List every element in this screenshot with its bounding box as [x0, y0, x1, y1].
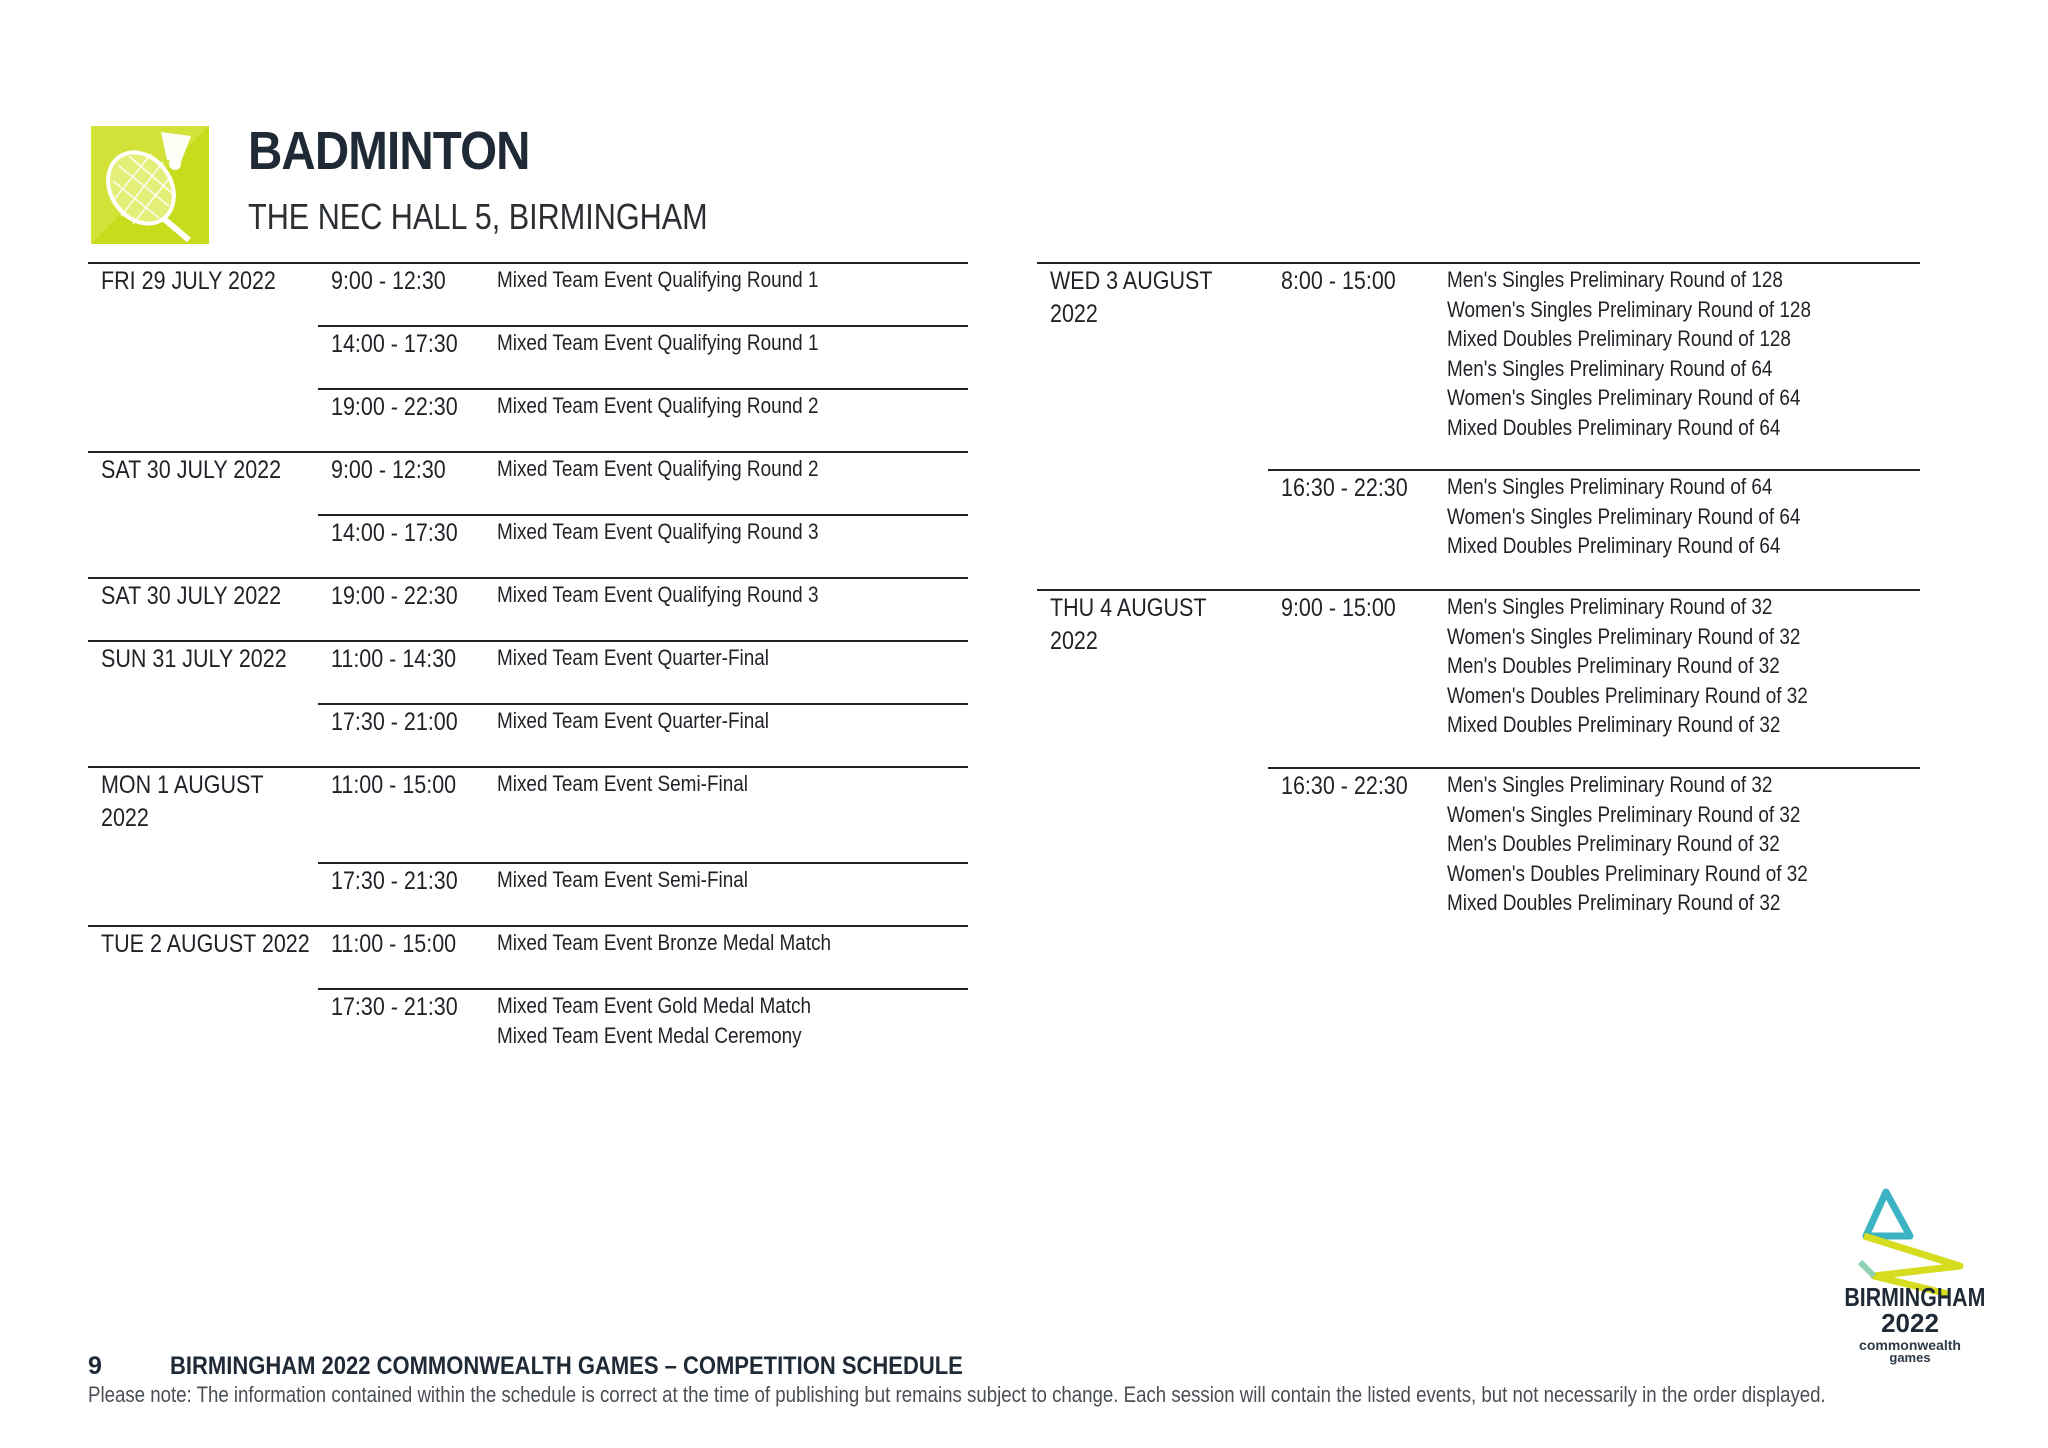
session-time: 9:00 - 12:30	[331, 456, 446, 484]
session-event: Women's Doubles Preliminary Round of 32	[1447, 860, 1808, 886]
table-rule	[88, 577, 968, 579]
session-time: 9:00 - 15:00	[1281, 594, 1396, 622]
session-time: 17:30 - 21:00	[331, 708, 458, 736]
footer-note: Please note: The information contained within the schedule is correct at the time of publishing but remains subject to change. Each session will contain the listed events, but not necessarily in the order displayed.	[88, 1382, 1826, 1407]
session-time: 8:00 - 15:00	[1281, 267, 1396, 295]
table-rule	[318, 514, 968, 516]
session-event: Mixed Doubles Preliminary Round of 32	[1447, 712, 1781, 738]
session-event: Mixed Doubles Preliminary Round of 64	[1447, 415, 1781, 440]
session-event: Mixed Team Event Quarter-Final	[497, 708, 770, 733]
footer-title: BIRMINGHAM 2022 COMMONWEALTH GAMES – COMPETITION SCHEDULE	[170, 1352, 963, 1380]
table-rule	[1268, 469, 1920, 471]
session-time: 14:00 - 17:30	[331, 519, 458, 547]
badminton-icon	[91, 126, 209, 244]
session-time: 14:00 - 17:30	[331, 330, 458, 358]
session-event: Women's Singles Preliminary Round of 32	[1447, 801, 1801, 827]
schedule-date: MON 1 AUGUST	[101, 771, 264, 799]
session-event: Mixed Team Event Medal Ceremony	[497, 1023, 802, 1048]
logo-commonwealth: commonwealth	[1859, 1337, 1961, 1353]
logo-games: games	[1889, 1350, 1931, 1365]
table-rule	[318, 325, 968, 327]
schedule-date: FRI 29 JULY 2022	[101, 267, 276, 295]
session-event: Mixed Doubles Preliminary Round of 64	[1447, 533, 1781, 559]
schedule-date: THU 4 AUGUST	[1050, 594, 1207, 622]
schedule-date: 2022	[101, 804, 149, 832]
session-event: Mixed Team Event Qualifying Round 3	[497, 519, 819, 544]
table-rule	[88, 766, 968, 768]
schedule-date: SAT 30 JULY 2022	[101, 582, 282, 610]
table-rule	[318, 388, 968, 390]
table-rule	[1268, 767, 1920, 769]
session-time: 16:30 - 22:30	[1281, 474, 1408, 502]
session-event: Women's Singles Preliminary Round of 128	[1447, 296, 1811, 322]
sport-title: BADMINTON	[248, 121, 530, 181]
session-event: Mixed Team Event Qualifying Round 2	[497, 393, 819, 418]
venue-name: THE NEC HALL 5, BIRMINGHAM	[248, 196, 708, 237]
session-time: 17:30 - 21:30	[331, 993, 458, 1021]
session-event: Women's Singles Preliminary Round of 64	[1447, 503, 1801, 529]
table-rule	[318, 703, 968, 705]
table-rule	[318, 862, 968, 864]
session-event: Men's Singles Preliminary Round of 32	[1447, 772, 1773, 797]
table-rule	[1037, 262, 1920, 264]
table-rule	[88, 640, 968, 642]
session-event: Mixed Team Event Qualifying Round 3	[497, 582, 819, 607]
session-event: Men's Doubles Preliminary Round of 32	[1447, 831, 1780, 857]
schedule-date: 2022	[1050, 300, 1098, 328]
session-time: 11:00 - 15:00	[331, 930, 457, 958]
table-rule	[318, 988, 968, 990]
table-rule	[88, 451, 968, 453]
session-event: Mixed Team Event Quarter-Final	[497, 645, 770, 670]
table-rule	[88, 262, 968, 264]
schedule-date: 2022	[1050, 627, 1098, 655]
session-event: Men's Singles Preliminary Round of 64	[1447, 355, 1773, 381]
session-event: Women's Singles Preliminary Round of 32	[1447, 623, 1801, 649]
session-time: 17:30 - 21:30	[331, 867, 458, 895]
session-event: Mixed Team Event Semi-Final	[497, 771, 748, 796]
logo-city: BIRMINGHAM	[1844, 1282, 1986, 1312]
session-event: Men's Singles Preliminary Round of 64	[1447, 474, 1773, 499]
session-event: Mixed Doubles Preliminary Round of 128	[1447, 326, 1791, 352]
page-number: 9	[88, 1352, 102, 1380]
session-event: Men's Singles Preliminary Round of 32	[1447, 594, 1773, 619]
table-rule	[1037, 589, 1920, 591]
session-time: 11:00 - 15:00	[331, 771, 457, 799]
session-event: Mixed Team Event Qualifying Round 1	[497, 330, 819, 355]
session-event: Mixed Team Event Qualifying Round 1	[497, 267, 819, 292]
session-event: Mixed Team Event Gold Medal Match	[497, 993, 812, 1018]
logo-year: 2022	[1881, 1308, 1939, 1338]
session-time: 11:00 - 14:30	[331, 645, 457, 673]
session-event: Mixed Team Event Qualifying Round 2	[497, 456, 819, 481]
session-time: 19:00 - 22:30	[331, 582, 458, 610]
schedule-date: WED 3 AUGUST	[1050, 267, 1213, 295]
session-event: Women's Singles Preliminary Round of 64	[1447, 385, 1801, 411]
session-event: Men's Singles Preliminary Round of 128	[1447, 267, 1783, 292]
table-rule	[88, 925, 968, 927]
schedule-date: SUN 31 JULY 2022	[101, 645, 287, 673]
session-event: Mixed Doubles Preliminary Round of 32	[1447, 890, 1781, 916]
session-time: 19:00 - 22:30	[331, 393, 458, 421]
session-time: 9:00 - 12:30	[331, 267, 446, 295]
session-event: Mixed Team Event Semi-Final	[497, 867, 748, 892]
schedule-date: TUE 2 AUGUST 2022	[101, 930, 310, 958]
session-event: Women's Doubles Preliminary Round of 32	[1447, 682, 1808, 708]
session-event: Men's Doubles Preliminary Round of 32	[1447, 653, 1780, 679]
session-event: Mixed Team Event Bronze Medal Match	[497, 930, 832, 955]
session-time: 16:30 - 22:30	[1281, 772, 1408, 800]
schedule-date: SAT 30 JULY 2022	[101, 456, 282, 484]
